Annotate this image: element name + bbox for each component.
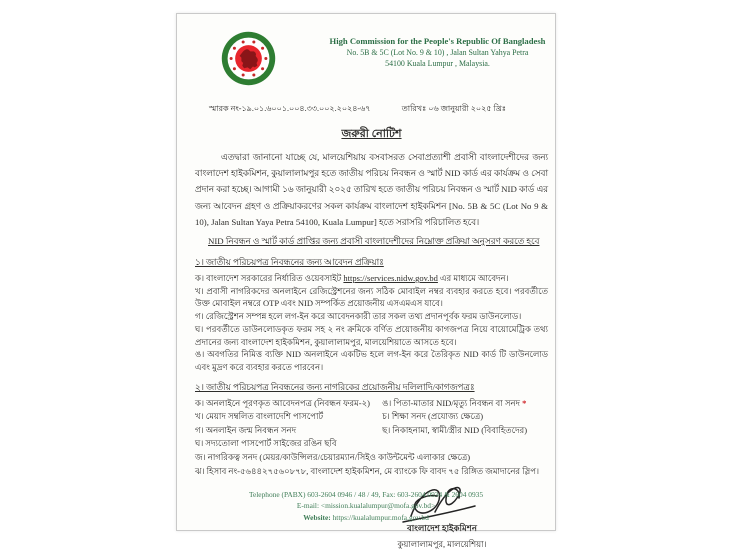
footer-telephone: Telephone (PABX) 603-2604 0946 / 48 / 49, Fax: 603-2604 0934 & 2604 0935 <box>248 489 484 499</box>
doc-item: ছ। নিকাহনামা, স্বামী/স্ত্রীর NID (বিবাহিতদের) <box>382 424 528 435</box>
section2-heading: ২। জাতীয় পরিচয়পত্র নিবন্ধনের জন্য নাগরিকের প্রয়োজনীয় দলিলাদি/কাগজপত্রঃ <box>195 381 475 392</box>
notice-title: জরুরী নোটিশ <box>341 128 402 140</box>
org-address-line2: 54100 Kuala Lumpur , Malaysia. <box>385 59 490 69</box>
doc-item <box>382 397 548 411</box>
footer-website <box>177 512 555 523</box>
letterhead-text <box>327 35 548 69</box>
doc-item: ক। অনলাইনে পূরণকৃত আবেদনপত্র (নিবন্ধন ফরম-২) <box>195 397 370 408</box>
bangladesh-government-emblem-icon <box>220 30 277 87</box>
section1-item-b: খ। প্রবাসী নাগরিকদের অনলাইনে রেজিস্ট্রেশনের জন্য সঠিক মোবাইল নম্বর ব্যবহার করতে হবে। পরবর্তীতে উক্ত মোবাইল নম্বরে OTP এবং NID সম্পর্কিত প্রয়োজনীয় এসএমএস যাবে। <box>195 285 548 309</box>
doc-item: চ। শিক্ষা সনদ (প্রযোজ্য ক্ষেত্রে) <box>382 411 484 422</box>
meta-row <box>195 103 548 116</box>
footer-website-label: Website: <box>303 512 331 522</box>
required-mark: * <box>522 397 527 408</box>
footer-website-value: https://kualalumpur.mofa.gov.bd <box>332 512 429 522</box>
org-name: High Commission for the People's Republic Of Bangladesh <box>329 36 546 46</box>
org-address-line1: No. 5B & 5C (Lot No. 9 & 10) , Jalan Sultan Yahya Petra <box>346 48 529 58</box>
section2-left-column <box>195 397 382 451</box>
section1-item-d: ঘ। পরবর্তীতে ডাউনলোডকৃত ফরম সহ ২ নং ক্রমিকে বর্ণিত প্রয়োজনীয় কাগজপত্র নিয়ে বায়োমেট্রিক তথ্য প্রদানের জন্য বাংলাদেশ হাইকমিশন, কুয়ালালামপুর, মালয়েশিয়াতে আসতে হবে। <box>195 323 548 347</box>
signature-location: কুয়ালালামপুর, মালয়েশিয়া। <box>397 540 487 550</box>
doc-item: গ। অনলাইন জন্ম নিবন্ধন সনদ <box>195 424 297 435</box>
section1-item-c: গ। রেজিস্ট্রেশন সম্পন্ন হলে লগ-ইন করে আবেদনকারী তার সকল তথ্য প্রদানপূর্বক ফরম ডাউনলোড। <box>195 311 522 322</box>
nidw-services-url: https://services.nidw.gov.bd <box>343 273 438 284</box>
letterhead <box>195 26 548 87</box>
section1-item-a-tail: এর মাধ্যমে আবেদন। <box>437 273 509 284</box>
doc-item-text: ঙ। পিতা-মাতার NID/মৃত্যু নিবন্ধন বা সনদ <box>382 397 520 408</box>
section2-columns <box>195 397 548 451</box>
section1-item-a-text: ক। বাংলাদেশ সরকারের নির্ধারিত ওয়েবসাইট <box>195 273 344 284</box>
document-date: তারিখঃ ০৬ জানুয়ারী ২০২৫ খ্রিঃ <box>401 104 506 113</box>
process-note: NID নিবন্ধন ও স্মার্ট কার্ড প্রাপ্তির জন্য প্রবাসী বাংলাদেশীদের নিম্নোক্ত প্রক্রিয়া অনুসরণ করতে হবে <box>208 236 540 247</box>
intro-paragraph: এতদ্বারা জানানো যাচ্ছে যে, মালয়েশিয়ায় বসবাসরত সেবাপ্রত্যাশী প্রবাসী বাংলাদেশীদের জন্য বাংলাদেশ হাইকমিশন, কুয়ালালামপুর হতে জাতীয় পরিচয় নিবন্ধন ও স্মার্ট NID কার্ড এর কার্যক্রম ও সেবা প্রদান করা হচ্ছে। আগামী ১৬ জানুয়ারী ২০২৫ তারিখ হতে জাতীয় পরিচয় নিবন্ধন ও স্মার্ট NID কার্ড এর জন্য আবেদন গ্রহণ ও প্রক্রিয়াকরণের সকল কার্যক্রম বাংলাদেশ হাইকমিশন [No. 5B & 5C (Lot No 9 & 10), Jalan Sultan Yaya Petra 54100, Kuala Lumpur] হতে সরাসরি পরিচালিত হবে। <box>195 152 548 227</box>
footer-email-value: <mission.kualalumpur@mofa.gov.bd> <box>320 501 436 511</box>
section1-item-a <box>195 272 548 285</box>
document-page <box>176 13 556 550</box>
section1-heading: ১। জাতীয় পরিচয়পত্র নিবন্ধনের জন্য আবেদন প্রক্রিয়াঃ <box>195 257 384 268</box>
memo-number: স্মারক নং-১৯.০১.৬০০১.০০৪.৩৩.০০২.২০২৪-৬৭ <box>209 104 371 113</box>
doc-item-fee-slip: ঝ। হিসাব নং-৫৬৪৪২৭৫৬০৮৭৮, বাংলাদেশ হাইকমিশন, মে ব্যাংকে ফি বাবদ ৭৫ রিঙ্গিত জমাদানের স্লিপ। <box>195 465 540 476</box>
footer-email-label: E-mail: <box>296 501 320 511</box>
doc-item: ঘ। সদ্যতোলা পাসপোর্ট সাইজের রঙিন ছবি <box>195 438 337 449</box>
footer-contact <box>177 489 555 523</box>
footer-email <box>177 500 555 511</box>
section2-right-column <box>382 397 548 451</box>
doc-item: খ। মেয়াদ সম্বলিত বাংলাদেশি পাসপোর্ট <box>195 411 324 422</box>
signature-org: বাংলাদেশ হাইকমিশন <box>406 523 477 534</box>
doc-item-citizenship: জ। নাগরিকত্ব সনদ (মেয়র/কাউন্সিলর/চেয়ারম্যান/সিইও কাউন্টমেন্ট এলাকার ক্ষেত্রে) <box>195 452 471 463</box>
section1-item-e: ঙ। অবগতির নিমিত্ত ব্যক্তি NID অনলাইনে একটিভ হলে লগ-ইন করে তৈরিকৃত NID কার্ড টি ডাউনলোড এবং মুদ্রণ করে ব্যবহার করতে পারবেন। <box>195 349 548 372</box>
